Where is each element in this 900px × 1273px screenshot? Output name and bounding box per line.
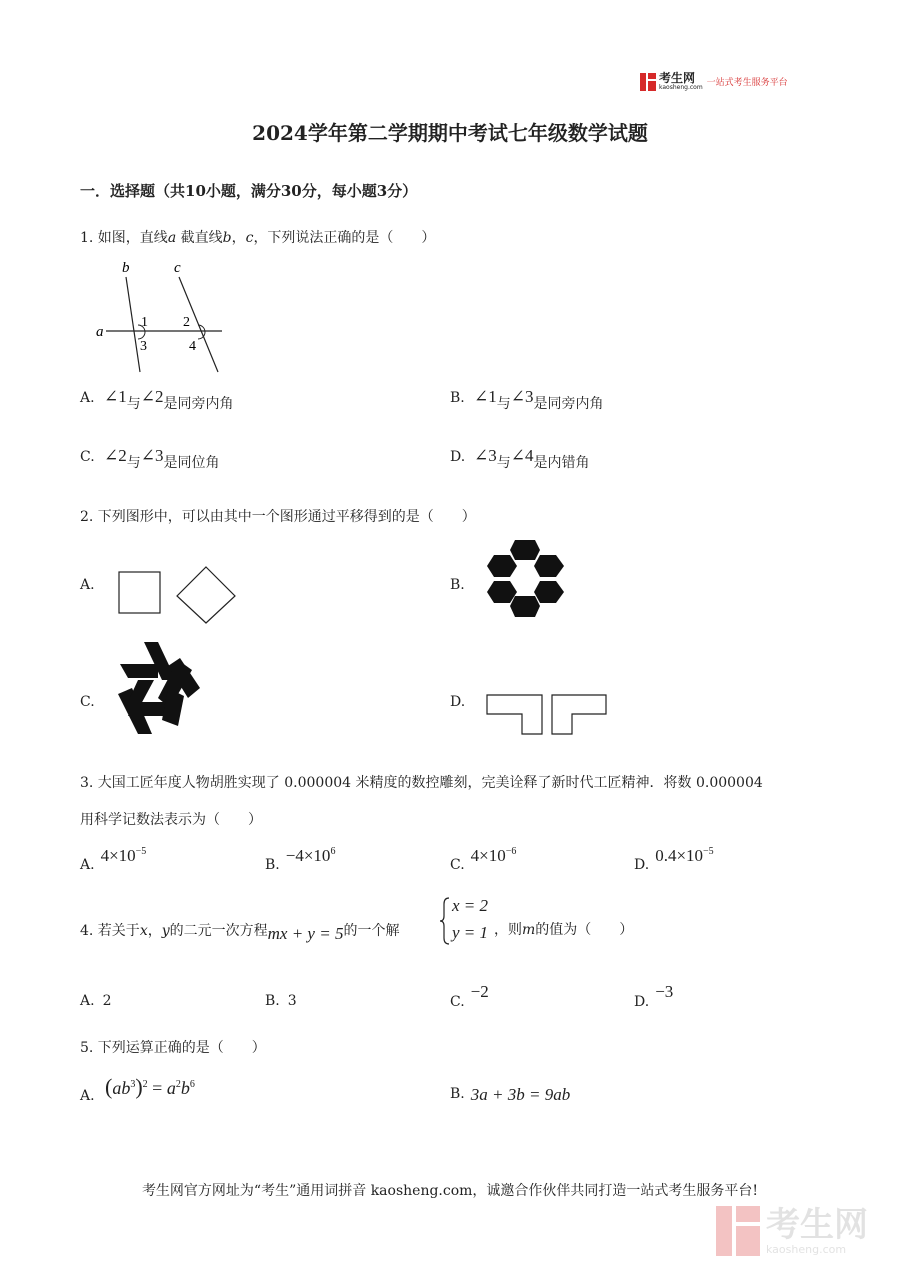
q1-option-c[interactable]: C. ∠2与∠3是同位角 (80, 446, 220, 471)
logo-name: 考生网 (659, 71, 696, 85)
header-logo (640, 72, 788, 91)
q1-option-a[interactable]: A. ∠1与∠2是同旁内角 (80, 387, 234, 412)
q5-option-b[interactable]: B. 3a + 3b = 9ab (450, 1085, 571, 1104)
q3-option-c[interactable]: C. $4\times 10^{-6}$ (450, 846, 517, 873)
q1-option-d[interactable]: D. ∠3与∠4是内错角 (450, 446, 590, 471)
q5-stem: 5. 下列运算正确的是（ ） (80, 1040, 266, 1056)
q2-option-c-label[interactable]: C. (80, 694, 95, 710)
line-label-a: a (96, 324, 104, 340)
q1-figure (92, 255, 232, 375)
q3-stem-line1: 3. 大国工匠年度人物胡胜实现了 0.000004 米精度的数控雕刻，完美诠释了新时代工匠精神．将数 0.000004 (80, 775, 763, 791)
q2-stem: 2. 下列图形中，可以由其中一个图形通过平移得到的是（ ） (80, 509, 476, 525)
watermark: 考生网 kaosheng.com (716, 1206, 868, 1256)
q4-option-a[interactable]: A. 2 (80, 993, 112, 1009)
line-label-b: b (122, 260, 130, 276)
q2-option-b-label[interactable]: B. (450, 577, 465, 593)
q4-option-b[interactable]: B. 3 (265, 993, 297, 1009)
angle-label-4: 4 (189, 339, 196, 354)
angle-label-1: 1 (141, 315, 148, 330)
q4-stem-end: ，则m的值为（ ） (494, 922, 634, 938)
q3-option-d[interactable]: D. $0.4\times 10^{-5}$ (634, 846, 714, 873)
line-label-c: c (174, 260, 181, 276)
kaosheng-logo-icon (640, 73, 656, 91)
angle-label-2: 2 (183, 315, 190, 330)
q2-option-b-figure[interactable] (484, 535, 568, 621)
q2-option-d-figure[interactable] (484, 692, 610, 738)
kaosheng-watermark-icon (716, 1206, 760, 1256)
logo-domain: kaosheng.com (659, 84, 703, 91)
section-heading: 一．选择题（共10小题，满分30分，每小题3分） (80, 182, 418, 200)
q2-option-c-figure[interactable] (114, 640, 206, 736)
q5-option-a[interactable]: A. $(ab^3)^2 = a^2b^6$ (80, 1074, 195, 1104)
q1-option-b[interactable]: B. ∠1与∠3是同旁内角 (450, 387, 604, 412)
header-slogan: 一站式考生服务平台 (706, 78, 788, 88)
q3-stem-line2: 用科学记数法表示为（ ） (80, 812, 262, 828)
angle-label-3: 3 (140, 339, 147, 354)
q4-stem: 4. 若关于x，y的二元一次方程mx + y = 5的一个解 (80, 923, 400, 943)
q4-option-d[interactable]: D.−3 (634, 982, 674, 1010)
q3-option-a[interactable]: A. $4\times 10^{-5}$ (80, 846, 147, 873)
q1-stem: 1. 如图，直线a 截直线b，c，下列说法正确的是（ ） (80, 230, 436, 246)
q2-option-a-label[interactable]: A. (80, 577, 95, 593)
q2-option-a-figure[interactable] (112, 565, 240, 625)
brace-icon (440, 896, 450, 946)
document-title: 2024学年第二学期期中考试七年级数学试题 (252, 121, 648, 145)
q2-option-d-label[interactable]: D. (450, 694, 466, 710)
q3-option-b[interactable]: B. $-4\times 10^6$ (265, 846, 336, 873)
footer-note: 考生网官方网址为“考生”通用词拼音 kaosheng.com，诚邀合作伙伴共同打造一站式考生服务平台! (141, 1183, 759, 1199)
q4-option-c[interactable]: C.−2 (450, 982, 489, 1010)
